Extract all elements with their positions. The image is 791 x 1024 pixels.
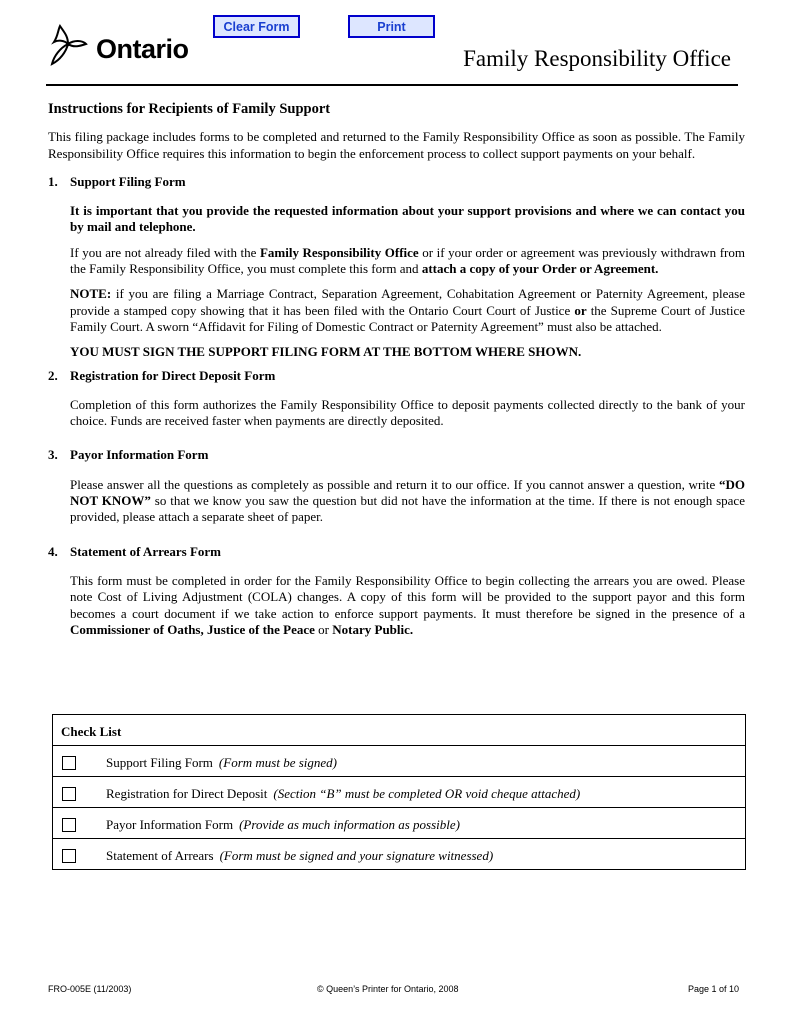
clear-form-button[interactable]: Clear Form: [213, 15, 300, 38]
checkbox-direct-deposit[interactable]: [62, 787, 76, 801]
important-note: It is important that you provide the requested information about your support provisions and where we can contact you by mail and telephone.: [70, 203, 745, 235]
section-direct-deposit: 2. Registration for Direct Deposit Form Completion of this form authorizes the Family Responsibility Office to deposit payments collected directly to the bank of your choice. Funds are received faster when payments are directly deposited.: [48, 367, 745, 429]
check-list-row: Payor Information Form (Provide as much information as possible): [53, 808, 745, 839]
arrears-paragraph: This form must be completed in order for the Family Responsibility Office to begin collecting the arrears you are owed. Please note Cost of Living Adjustment (COLA) changes. A copy of this form will be provided to the support payor and this form becomes a court document if we take action to enforce support payments. It must therefore be signed in the presence of a Commissioner of Oaths, Justice of the Peace or Notary Public.: [70, 572, 745, 637]
check-list-row: Support Filing Form (Form must be signed): [53, 746, 745, 777]
header-divider: [46, 84, 738, 86]
filing-paragraph: If you are not already filed with the Family Responsibility Office or if your order or agreement was previously withdrawn from the Family Responsibility Office, you must complete this form and attach a copy of your Order or Agreement.: [70, 244, 745, 277]
check-list-title: Check List: [53, 715, 745, 746]
note-paragraph: NOTE: if you are filing a Marriage Contract, Separation Agreement, Cohabitation Agreement or Paternity Agreement, please provide a stamped copy showing that it has been filed with the Ontario Court Court of Justice or the Supreme Court of Justice Family Court. A sworn “Affidavit for Filing of Domestic Contract or Paternity Agreement” must also be attached.: [70, 286, 745, 334]
intro-paragraph: This filing package includes forms to be completed and returned to the Family Responsibility Office as soon as possible. The Family Responsibility Office requires this information to begin the enforcement process to collect support payments on your behalf.: [48, 129, 745, 161]
page-heading: Instructions for Recipients of Family Support: [48, 101, 331, 117]
direct-deposit-paragraph: Completion of this form authorizes the Family Responsibility Office to deposit payments collected directly to the bank of your choice. Funds are received faster when payments are directly deposited.: [70, 396, 745, 429]
print-button[interactable]: Print: [348, 15, 435, 38]
check-list-row: Statement of Arrears (Form must be signed and your signature witnessed): [53, 839, 745, 870]
section-title: Support Filing Form: [70, 173, 186, 189]
sign-warning: YOU MUST SIGN THE SUPPORT FILING FORM AT THE BOTTOM WHERE SHOWN.: [70, 344, 582, 360]
section-title: Statement of Arrears Form: [70, 543, 222, 559]
checkbox-support-filing[interactable]: [62, 756, 76, 770]
section-support-filing: [48, 174, 745, 361]
section-title: Registration for Direct Deposit Form: [70, 367, 276, 383]
form-code: FRO-005E (11/2003): [48, 984, 132, 994]
ontario-wordmark: Ontario: [96, 34, 189, 64]
ontario-logo: [46, 22, 196, 74]
instructions: [48, 101, 745, 647]
section-payor-info: 3. Payor Information Form Please answer all the questions as completely as possible and return it to our office. If you cannot answer a question, write “DO NOT KNOW” so that we know you saw the question but did not have the information at the time. If there is not enough space provided, please attach a separate sheet of paper.: [48, 447, 745, 525]
section-title: Payor Information Form: [70, 447, 209, 463]
section-arrears: 4. Statement of Arrears Form This form must be completed in order for the Family Responsibility Office to begin collecting the arrears you are owed. Please note Cost of Living Adjustment (COLA) changes. A copy of this form will be provided to the support payor and this form becomes a court document if we take action to enforce support payments. It must therefore be signed in the presence of a Commissioner of Oaths, Justice of the Peace or Notary Public.: [48, 543, 745, 637]
section-number: 1.: [48, 173, 58, 189]
page-number: Page 1 of 10: [687, 984, 739, 994]
checkbox-arrears[interactable]: [62, 849, 76, 863]
payor-paragraph: Please answer all the questions as completely as possible and return it to our office. If you cannot answer a question, write “DO NOT KNOW” so that we know you saw the question but did not have the information at the time. If there is not enough space provided, please attach a separate sheet of paper.: [70, 476, 745, 525]
copyright: © Queen’s Printer for Ontario, 2008: [317, 984, 459, 994]
office-title: Family Responsibility Office: [463, 46, 731, 71]
checkbox-payor-info[interactable]: [62, 818, 76, 832]
check-list: [52, 714, 746, 870]
check-list-row: Registration for Direct Deposit (Section “B” must be completed OR void cheque attached): [53, 777, 745, 808]
trillium-icon: [46, 22, 88, 74]
